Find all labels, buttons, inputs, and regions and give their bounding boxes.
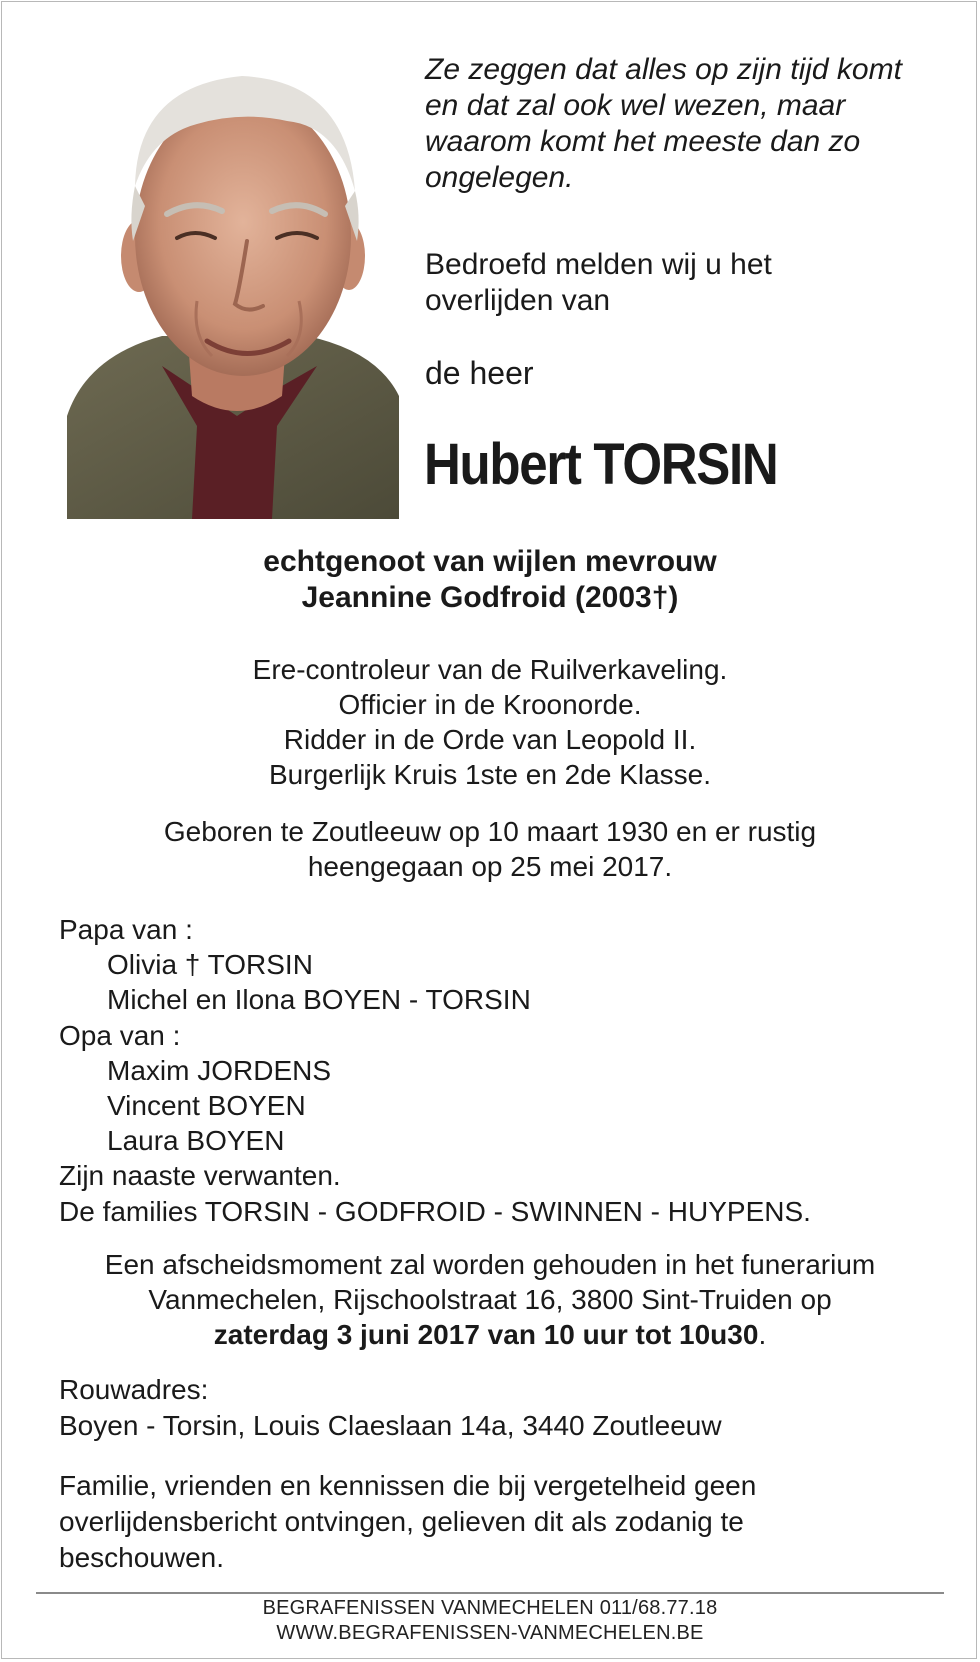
farewell-date-line	[0, 1317, 980, 1352]
families-line: De families TORSIN - GODFROID - SWINNEN - HUYPENS.	[59, 1195, 811, 1227]
quote-line: Ze zeggen dat alles op zijn tijd komt	[425, 53, 902, 86]
farewell-date-suffix: .	[758, 1319, 767, 1350]
honor-line: Ere-controleur van de Ruilverkaveling.	[252, 654, 728, 685]
closing-notice	[59, 1468, 756, 1576]
spouse-info	[0, 544, 980, 616]
farewell-line: Vanmechelen, Rijschoolstraat 16, 3800 Sint-Truiden op	[148, 1284, 832, 1315]
relatives-line: Zijn naaste verwanten.	[59, 1160, 341, 1192]
spouse-line: echtgenoot van wijlen mevrouw	[263, 545, 717, 578]
intro-line: overlijden van	[425, 284, 611, 317]
grandchild-name: Vincent BOYEN	[107, 1090, 306, 1122]
birth-line: heengegaan op 25 mei 2017.	[307, 851, 673, 882]
portrait-photo	[67, 66, 399, 519]
child-name: Olivia † TORSIN	[107, 949, 313, 981]
grandchild-name: Maxim JORDENS	[107, 1054, 332, 1086]
honorific: de heer	[425, 355, 534, 391]
footer-website: WWW.BEGRAFENISSEN-VANMECHELEN.BE	[276, 1622, 704, 1644]
address-value: Boyen - Torsin, Louis Claeslaan 14a, 3440 Zoutleeuw	[59, 1410, 722, 1441]
farewell-date: zaterdag 3 juni 2017 van 10 uur tot 10u30	[213, 1319, 759, 1350]
child-name: Michel en Ilona BOYEN - TORSIN	[107, 984, 531, 1016]
honor-line: Burgerlijk Kruis 1ste en 2de Klasse.	[269, 759, 711, 790]
quote-line: ongelegen.	[425, 161, 574, 194]
farewell-info	[0, 1247, 980, 1352]
papa-label: Papa van :	[59, 914, 193, 945]
honor-line: Officier in de Kroonorde.	[338, 689, 642, 720]
notice-line: beschouwen.	[59, 1542, 225, 1573]
farewell-line: Een afscheidsmoment zal worden gehouden in het funerarium	[104, 1249, 876, 1280]
mourning-address	[59, 1372, 722, 1444]
grandchild-name: Laura BOYEN	[107, 1125, 285, 1157]
address-label: Rouwadres:	[59, 1374, 209, 1405]
deceased-name: Hubert TORSIN	[424, 432, 778, 497]
honors-list	[0, 652, 980, 792]
quote-line: waarom komt het meeste dan zo	[425, 125, 861, 158]
opening-quote	[425, 52, 945, 196]
quote-line: en dat zal ook wel wezen, maar	[425, 89, 846, 122]
funeral-home-footer	[0, 1596, 980, 1646]
announcement-intro	[425, 247, 772, 319]
honor-line: Ridder in de Orde van Leopold II.	[283, 724, 697, 755]
notice-line: overlijdensbericht ontvingen, gelieven dit als zodanig te	[59, 1506, 744, 1537]
footer-contact: BEGRAFENISSEN VANMECHELEN 011/68.77.18	[262, 1597, 718, 1619]
intro-line: Bedroefd melden wij u het	[425, 248, 772, 281]
footer-divider	[36, 1592, 944, 1594]
spouse-line: Jeannine Godfroid (2003†)	[301, 581, 679, 614]
birth-line: Geboren te Zoutleeuw op 10 maart 1930 en er rustig	[163, 816, 817, 847]
family-list	[59, 912, 811, 1229]
birth-death-info	[0, 814, 980, 884]
notice-line: Familie, vrienden en kennissen die bij vergetelheid geen	[59, 1470, 757, 1501]
opa-label: Opa van :	[59, 1019, 181, 1051]
